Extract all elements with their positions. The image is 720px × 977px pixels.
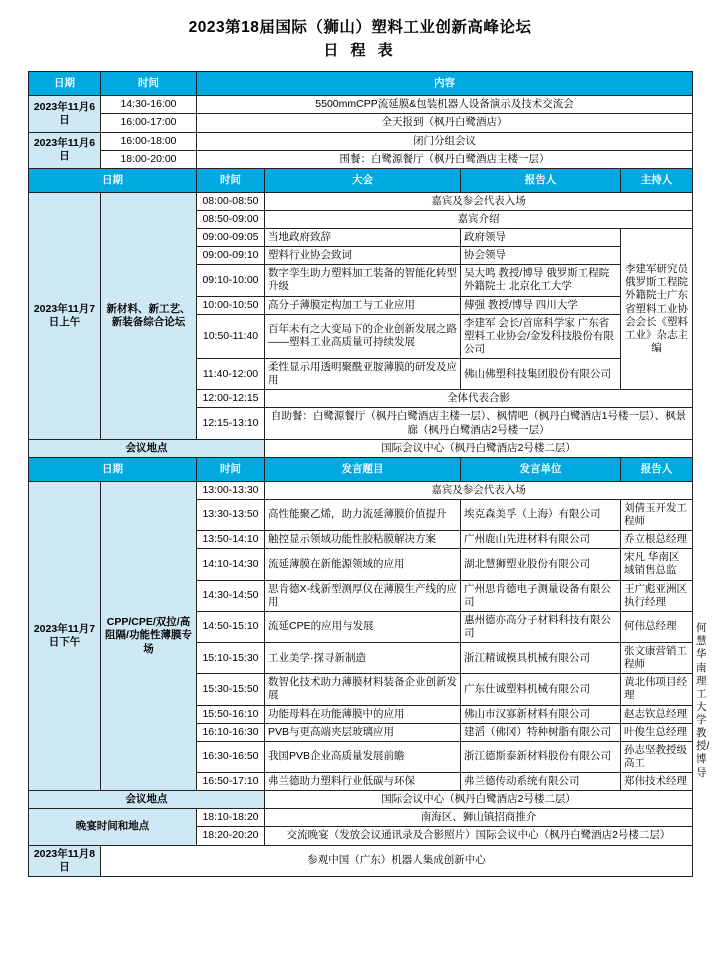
table-row: [29, 132, 693, 150]
header-date: 日期: [29, 168, 197, 192]
time-cell: 16:50-17:10: [197, 773, 265, 791]
time-cell: 12:15-13:10: [197, 408, 265, 439]
speaker-cell: 黄北伟项目经理: [621, 674, 693, 705]
day2pm-session: CPP/CPE/双拉/高阻隔/功能性薄膜专场: [101, 481, 197, 790]
day2am-session: 新材料、新工艺、新装备综合论坛: [101, 192, 197, 439]
speaker-cell: 何伟总经理: [621, 611, 693, 642]
topic-cell: 百年未有之大变局下的企业创新发展之路——塑料工业高质量可持续发展: [265, 314, 461, 358]
speaker-cell: 李建军 会长/首席科学家 广东省塑料工业协会/金发科技股份有限公司: [461, 314, 621, 358]
dinner-label: 晚宴时间和地点: [29, 809, 197, 845]
time-cell: 18:10-18:20: [197, 809, 265, 827]
venue-value: 国际会议中心（枫丹白鹭酒店2号楼二层）: [265, 791, 693, 809]
venue-value: 国际会议中心（枫丹白鹭酒店2号楼二层）: [265, 439, 693, 457]
time-cell: 15:10-15:30: [197, 643, 265, 674]
time-cell: 15:50-16:10: [197, 705, 265, 723]
venue-label: 会议地点: [29, 439, 265, 457]
table-row: [29, 150, 693, 168]
org-cell: 浙江德斯泰新材料股份有限公司: [461, 741, 621, 772]
time-cell: 12:00-12:15: [197, 390, 265, 408]
topic-cell: 我国PVB企业高质量发展前瞻: [265, 741, 461, 772]
org-cell: 广东仕诚塑料机械有限公司: [461, 674, 621, 705]
speaker-cell: 政府领导: [461, 229, 621, 247]
topic-cell: 流延CPE的应用与发展: [265, 611, 461, 642]
time-cell: 16:30-16:50: [197, 741, 265, 772]
time-cell: 10:00-10:50: [197, 296, 265, 314]
day3-row: [29, 845, 693, 876]
topic-cell: 柔性显示用透明聚酰亚胺薄膜的研发及应用: [265, 359, 461, 390]
org-cell: 惠州德亦高分子材料科技有限公司: [461, 611, 621, 642]
time-cell: 10:50-11:40: [197, 314, 265, 358]
header-content: 内容: [197, 72, 693, 96]
header-time: 时间: [101, 72, 197, 96]
content-cell: 南海区、狮山镇招商推介: [265, 809, 693, 827]
speaker-cell: 王广彪亚洲区执行经理: [621, 580, 693, 611]
day2am-host: 李建军研究员俄罗斯工程院外籍院士广东省塑料工业协会会长《塑料工业》杂志主编: [621, 229, 693, 390]
day1-date-b: 2023年11月6日: [29, 132, 101, 168]
time-cell: 09:00-09:10: [197, 247, 265, 265]
header-date: 日期: [29, 457, 197, 481]
header-conference: 大会: [265, 168, 461, 192]
time-cell: 14:10-14:30: [197, 549, 265, 580]
time-cell: 13:30-13:50: [197, 499, 265, 530]
table-row: [29, 192, 693, 210]
topic-cell: 数智化技术助力薄膜材料装备企业创新发展: [265, 674, 461, 705]
header-time: 时间: [197, 457, 265, 481]
topic-cell: 自助餐：白鹭源餐厅（枫丹白鹭酒店主楼一层）、枫情吧（枫丹白鹭酒店1号楼一层）、枫景廊（枫丹白鹭酒店2号楼一层）: [265, 408, 693, 439]
table-row: [29, 96, 693, 114]
speaker-cell: 郑伟技术经理: [621, 773, 693, 791]
topic-cell: 高分子薄膜定构加工与工业应用: [265, 296, 461, 314]
topic-cell: 数字孪生助力塑料加工装备的智能化转型升级: [265, 265, 461, 296]
day2pm-date: 2023年11月7日下午: [29, 481, 101, 790]
org-cell: 浙江精诚模具机械有限公司: [461, 643, 621, 674]
schedule-table: [28, 71, 710, 877]
table-row: 14:50-15:10 流延CPE的应用与发展 惠州德亦高分子材料科技有限公司 何伟总经理 何慧华南理工大学教授/博导: [29, 611, 693, 642]
speaker-cell: 傅强 教授/博导 四川大学: [461, 296, 621, 314]
org-cell: 弗兰德传动系统有限公司: [461, 773, 621, 791]
day2am-header-row: [29, 168, 693, 192]
topic-cell: 思肯德X-线新型测厚仪在薄膜生产线的应用: [265, 580, 461, 611]
time-cell: 16:00-18:00: [101, 132, 197, 150]
topic-cell: 嘉宾介绍: [265, 210, 693, 228]
speaker-cell: 张文康营销工程师: [621, 643, 693, 674]
topic-cell: 高性能聚乙烯，助力流延薄膜价值提升: [265, 499, 461, 530]
day2am-venue-row: [29, 439, 693, 457]
org-cell: 佛山市汉寡新材料有限公司: [461, 705, 621, 723]
speaker-cell: 刘倩玉开发工程师: [621, 499, 693, 530]
dinner-row: [29, 809, 693, 827]
topic-cell: 功能母料在功能薄膜中的应用: [265, 705, 461, 723]
speaker-cell: 吴大鸣 教授/博导 俄罗斯工程院外籍院士 北京化工大学: [461, 265, 621, 296]
time-cell: 15:30-15:50: [197, 674, 265, 705]
time-cell: 09:00-09:05: [197, 229, 265, 247]
org-cell: 埃克森美孚（上海）有限公司: [461, 499, 621, 530]
speaker-cell: 赵志钦总经理: [621, 705, 693, 723]
time-cell: 13:00-13:30: [197, 481, 265, 499]
content-cell: 全天报到（枫丹白鹭酒店）: [197, 114, 693, 132]
page-title: 2023第18届国际（狮山）塑料工业创新高峰论坛: [188, 19, 532, 36]
speaker-cell: 协会领导: [461, 247, 621, 265]
venue-label: 会议地点: [29, 791, 265, 809]
topic-cell: 触控显示领域功能性胶粘膜解决方案: [265, 531, 461, 549]
time-cell: 14:30-16:00: [101, 96, 197, 114]
time-cell: 14:50-15:10: [197, 611, 265, 642]
content-cell: 交流晚宴（发放会议通讯录及合影照片）国际会议中心（枫丹白鹭酒店2号楼二层）: [265, 827, 693, 845]
topic-cell: 全体代表合影: [265, 390, 693, 408]
table-row: [29, 114, 693, 132]
time-cell: 13:50-14:10: [197, 531, 265, 549]
day3-date: 2023年11月8日: [29, 845, 101, 876]
time-cell: 16:00-17:00: [101, 114, 197, 132]
time-cell: 18:00-20:00: [101, 150, 197, 168]
org-cell: 广州鹿山先进材料有限公司: [461, 531, 621, 549]
content-cell: 围餐：白鹭源餐厅（枫丹白鹭酒店主楼一层）: [197, 150, 693, 168]
topic-cell: PVB与更高端夹层玻璃应用: [265, 723, 461, 741]
page-subtitle: 日 程 表: [323, 42, 397, 60]
time-cell: 11:40-12:00: [197, 359, 265, 390]
time-cell: 09:10-10:00: [197, 265, 265, 296]
topic-cell: 塑料行业协会致词: [265, 247, 461, 265]
org-cell: 广州思肯德电子测量设备有限公司: [461, 580, 621, 611]
header-speaker: 报告人: [621, 457, 693, 481]
content-cell: 闭门分组会议: [197, 132, 693, 150]
day2pm-header-row: [29, 457, 693, 481]
header-org: 发言单位: [461, 457, 621, 481]
header-speaker: 报告人: [461, 168, 621, 192]
header-time: 时间: [197, 168, 265, 192]
day2am-date: 2023年11月7日上午: [29, 192, 101, 439]
speaker-cell: 叶俊生总经理: [621, 723, 693, 741]
day1-header-row: [29, 72, 693, 96]
time-cell: 08:50-09:00: [197, 210, 265, 228]
speaker-cell: 宋凡 华南区域销售总监: [621, 549, 693, 580]
topic-cell: 工业美学·探寻新制造: [265, 643, 461, 674]
table-row: [29, 481, 693, 499]
speaker-cell: 佛山佛塑科技集团股份有限公司: [461, 359, 621, 390]
day2pm-venue-row: [29, 791, 693, 809]
topic-cell: 当地政府致辞: [265, 229, 461, 247]
header-date: 日期: [29, 72, 101, 96]
topic-cell: 流延薄膜在新能源领域的应用: [265, 549, 461, 580]
topic-cell: 嘉宾及参会代表入场: [265, 481, 693, 499]
day1-date-a: 2023年11月6日: [29, 96, 101, 132]
title-block: [28, 16, 692, 63]
speaker-cell: 孙志坚教授级高工: [621, 741, 693, 772]
content-cell: 5500mmCPP流延膜&包装机器人设备演示及技术交流会: [197, 96, 693, 114]
time-cell: 08:00-08:50: [197, 192, 265, 210]
header-host: 主持人: [621, 168, 693, 192]
time-cell: 16:10-16:30: [197, 723, 265, 741]
time-cell: 18:20-20:20: [197, 827, 265, 845]
header-topic: 发言题目: [265, 457, 461, 481]
speaker-cell: 乔立根总经理: [621, 531, 693, 549]
topic-cell: 弗兰德助力塑料行业低碳与环保: [265, 773, 461, 791]
org-cell: 建滔（佛冈）特种树脂有限公司: [461, 723, 621, 741]
day3-content: 参观中国（广东）机器人集成创新中心: [101, 845, 693, 876]
org-cell: 湖北慧狮塑业股份有限公司: [461, 549, 621, 580]
topic-cell: 嘉宾及参会代表入场: [265, 192, 693, 210]
time-cell: 14:30-14:50: [197, 580, 265, 611]
